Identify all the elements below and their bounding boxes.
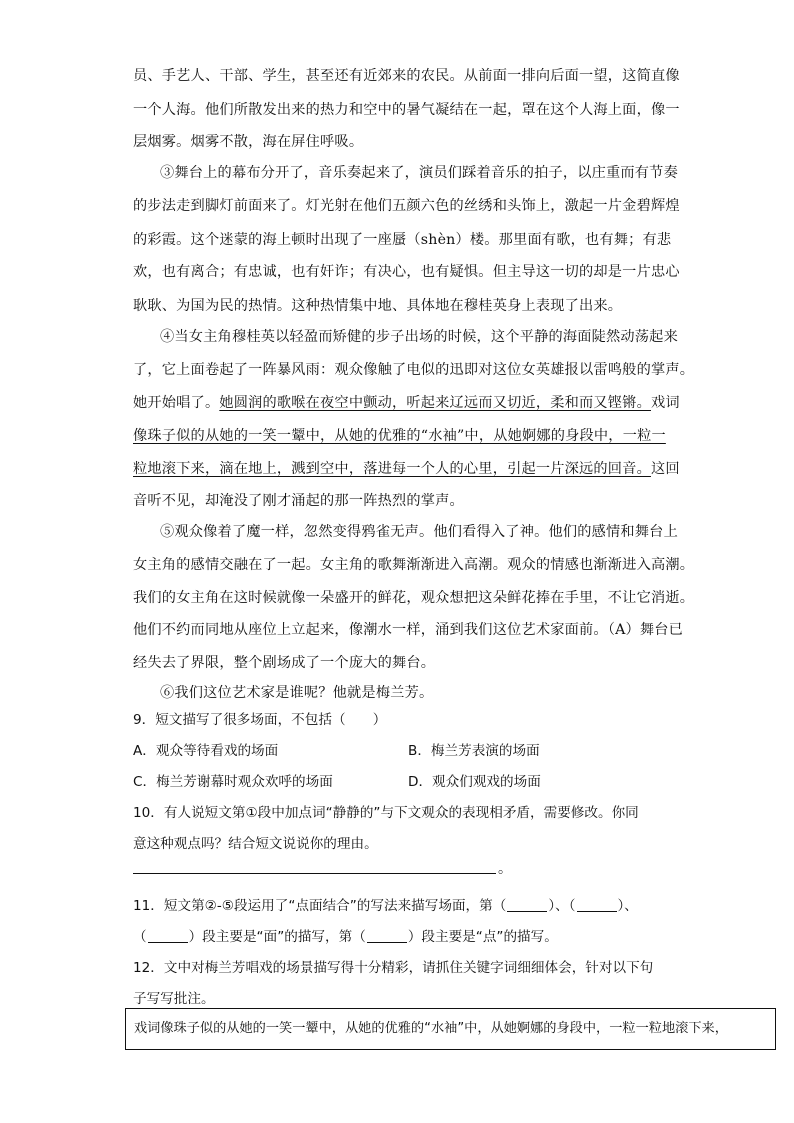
- plain-text: 她开始唱了。: [133, 395, 220, 411]
- plain-text: 这回: [650, 461, 680, 477]
- passage-line: 女主角的感情交融在了一起。女主角的歌舞渐渐进入高潮。观众的情感也渐渐进入高潮。: [133, 557, 695, 573]
- passage-line: 员、手艺人、干部、学生，甚至还有近郊来的农民。从前面一排向后面一望，这简直像: [133, 68, 680, 84]
- passage-line: [133, 459, 680, 479]
- passage-line: 欢，也有离合；有忠诚，也有奸诈；有决心，也有疑惧。但主导这一切的却是一片忠心: [133, 264, 680, 280]
- q11-text: （: [133, 929, 147, 945]
- answer-end-punct: 。: [498, 861, 512, 877]
- fill-blank[interactable]: [577, 897, 617, 912]
- passage-line: 耿耿、为国为民的热情。这种热情集中地、具体地在穆桂英身上表现了出来。: [133, 298, 623, 314]
- passage-line: ④当女主角穆桂英以轻盈而矫健的步子出场的时候，这个平静的海面陡然动荡起来: [160, 329, 678, 345]
- q11-text: ）、: [617, 898, 638, 914]
- passage-line: 的步法走到脚灯前面来了。灯光射在他们五颜六色的丝绣和头饰上，激起一片金碧辉煌: [133, 198, 680, 214]
- passage-line: 的彩霞。这个迷蒙的海上顿时出现了一座蜃（shèn）楼。那里面有歌，也有舞；有悲: [133, 232, 672, 248]
- quoted-sentence-box: [125, 1008, 776, 1050]
- question-12-line: 子写写批注。: [133, 991, 215, 1007]
- option-b[interactable]: B．梅兰芳表演的场面: [408, 743, 540, 759]
- quoted-sentence: 戏词像珠子似的从她的一笑一颦中，从她的优雅的“水袖”中，从她婀娜的身段中，一粒一粒地滚下来，: [134, 1021, 728, 1036]
- underlined-text: 她圆润的歌喉在夜空中颤动，听起来辽远而又切近，柔和而又铿锵。: [219, 395, 651, 411]
- passage-line: 音听不见，却淹没了刚才涌起的那一阵热烈的掌声。: [133, 493, 464, 509]
- passage-line: ③舞台上的幕布分开了，音乐奏起来了，演员们踩着音乐的拍子，以庄重而有节奏: [160, 165, 678, 181]
- passage-line: ⑥我们这位艺术家是谁呢？他就是梅兰芳。: [160, 685, 434, 701]
- passage-line: 了，它上面卷起了一阵暴风雨：观众像触了电似的迅即对这位女英雄报以雷鸣般的掌声。: [133, 362, 695, 378]
- question-9: 9．短文描写了很多场面，不包括（ ）: [133, 712, 387, 728]
- passage-line: 他们不约而同地从座位上立起来，像潮水一样，涌到我们这位艺术家面前。（A）舞台已: [133, 622, 684, 638]
- passage-line: 我们的女主角在这时候就像一朵盛开的鲜花，观众想把这朵鲜花捧在手里，不让它消逝。: [133, 590, 695, 606]
- fill-blank[interactable]: [507, 897, 547, 912]
- question-11-line: [133, 896, 638, 916]
- q11-text: ）、（: [548, 898, 576, 914]
- passage-line: [133, 393, 680, 413]
- passage-line: ⑤观众像着了魔一样，忽然变得鸦雀无声。他们看得入了神。他们的感情和舞台上: [160, 524, 678, 540]
- plain-text: 戏词: [650, 395, 680, 411]
- q11-text: ）段主要是“面”的描写，第（: [188, 929, 366, 945]
- option-c[interactable]: C．梅兰芳谢幕时观众欢呼的场面: [133, 774, 333, 790]
- option-a[interactable]: A．观众等待看戏的场面: [133, 743, 279, 759]
- passage-line: [133, 426, 666, 446]
- answer-line[interactable]: [133, 873, 496, 874]
- passage-line: 一个人海。他们所散发出来的热力和空中的暑气凝结在一起，罩在这个人海上面，像一: [133, 102, 680, 118]
- option-d[interactable]: D．观众们观戏的场面: [408, 774, 541, 790]
- underlined-text: 粒地滚下来，滴在地上，溅到空中，落进每一个人的心里，引起一片深远的回音。: [133, 461, 651, 477]
- q11-text: 11．短文第②-⑤段运用了“点面结合”的写法来描写场面，第（: [133, 898, 507, 914]
- question-10-line: 意这种观点吗？结合短文说说你的理由。: [133, 836, 378, 852]
- passage-line: 经失去了界限，整个剧场成了一个庞大的舞台。: [133, 655, 436, 671]
- question-10-line: 10．有人说短文第①段中加点词“静静的”与下文观众的表现相矛盾，需要修改。你同: [133, 805, 639, 821]
- underlined-text: 像珠子似的从她的一笑一颦中，从她的优雅的“水袖”中，从她婀娜的身段中，一粒一: [133, 428, 666, 444]
- fill-blank[interactable]: [367, 928, 407, 943]
- question-12-line: 12．文中对梅兰芳唱戏的场景描写得十分精彩，请抓住关键字词细细体会，针对以下句: [133, 960, 654, 976]
- question-11-line: [133, 927, 558, 947]
- q11-text: ）段主要是“点”的描写。: [407, 929, 558, 945]
- passage-line: 层烟雾。烟雾不散，海在屏住呼吸。: [133, 134, 364, 150]
- fill-blank[interactable]: [148, 928, 188, 943]
